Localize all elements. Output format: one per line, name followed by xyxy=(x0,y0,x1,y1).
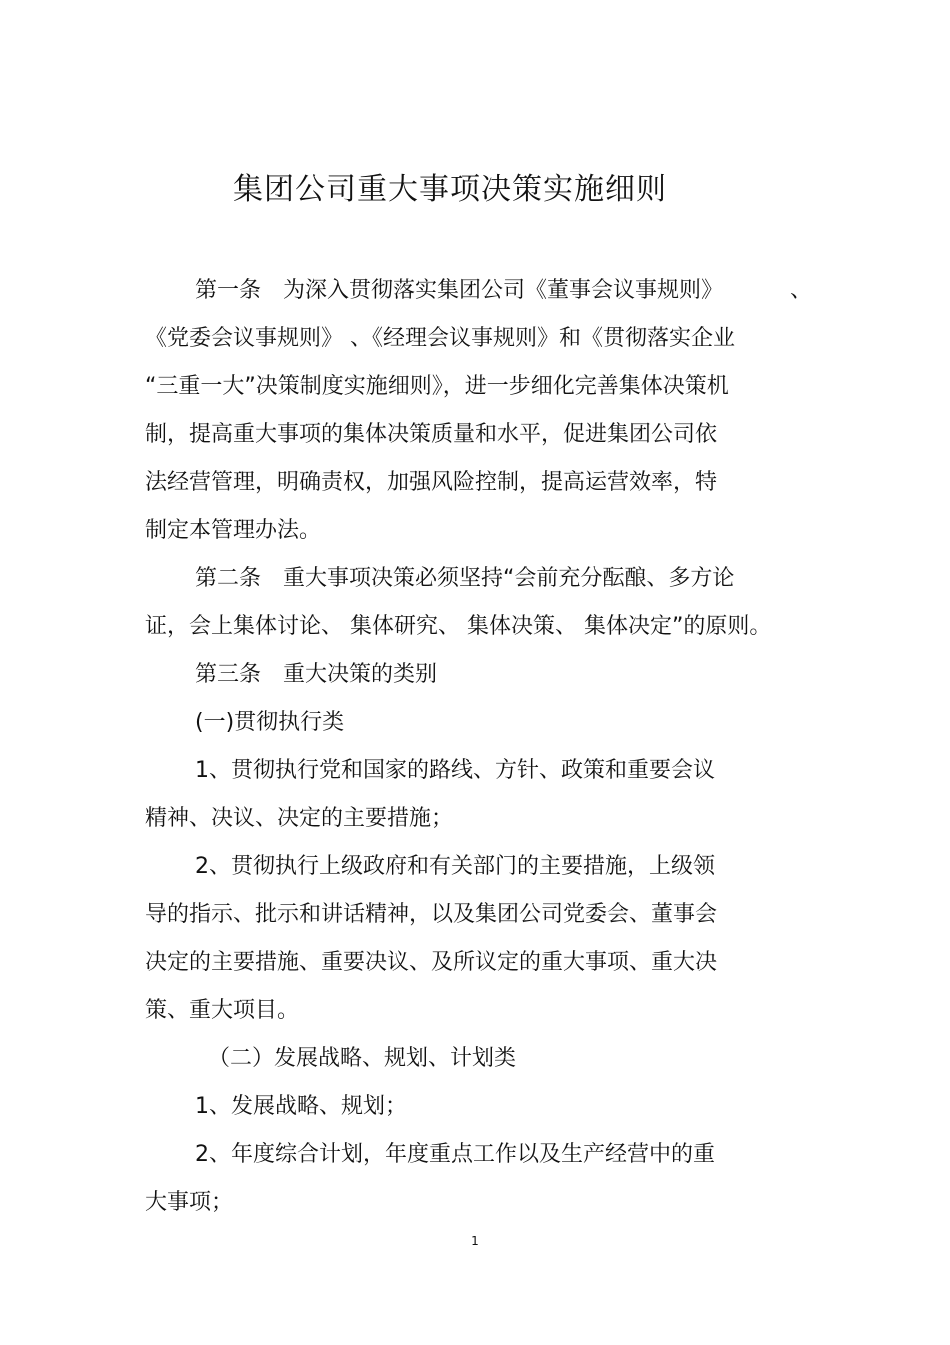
article-2-line-1: 第二条 重大事项决策必须坚持“会前充分酝酿、多方论 xyxy=(195,566,735,591)
article-1-trailing-mark: 、 xyxy=(790,278,813,303)
section-1-item-2-line-2: 导的指示、批示和讲话精神，以及集团公司党委会、董事会 xyxy=(145,902,718,927)
section-1-heading: (一)贯彻执行类 xyxy=(195,710,345,735)
section-1-item-2-line-3: 决定的主要措施、重要决议、及所议定的重大事项、重大决 xyxy=(145,950,718,975)
section-2-item-2-line-2: 大事项； xyxy=(145,1190,234,1215)
article-1-line-6: 制定本管理办法。 xyxy=(145,518,322,543)
section-2-heading: （二）发展战略、规划、计划类 xyxy=(208,1046,517,1071)
article-3-heading: 第三条 重大决策的类别 xyxy=(195,662,438,687)
section-2-item-1: 1、发展战略、规划； xyxy=(195,1094,407,1119)
section-1-item-1-line-1: 1、贯彻执行党和国家的路线、方针、政策和重要会议 xyxy=(195,758,715,783)
section-1-item-2-line-1: 2、贯彻执行上级政府和有关部门的主要措施，上级领 xyxy=(195,854,715,879)
article-2-line-2: 证，会上集体讨论、 集体研究、 集体决策、 集体决定”的原则。 xyxy=(145,614,772,639)
article-1-line-2: 《党委会议事规则》 、《经理会议事规则》和《贯彻落实企业 xyxy=(145,326,735,351)
section-1-item-2-line-4: 策、重大项目。 xyxy=(145,998,300,1023)
section-2-item-2-line-1: 2、年度综合计划，年度重点工作以及生产经营中的重 xyxy=(195,1142,715,1167)
article-1-line-4: 制，提高重大事项的集体决策质量和水平，促进集团公司依 xyxy=(145,422,718,447)
article-1-line-1: 第一条 为深入贯彻落实集团公司《董事会议事规则》 xyxy=(195,278,724,303)
page-number: 1 xyxy=(471,1234,479,1248)
article-1-line-5: 法经营管理，明确责权，加强风险控制，提高运营效率，特 xyxy=(145,470,718,495)
article-1-line-3: “三重一大”决策制度实施细则》，进一步细化完善集体决策机 xyxy=(145,374,729,399)
section-1-item-1-line-2: 精神、决议、决定的主要措施； xyxy=(145,806,454,831)
document-title: 集团公司重大事项决策实施细则 xyxy=(233,172,667,207)
